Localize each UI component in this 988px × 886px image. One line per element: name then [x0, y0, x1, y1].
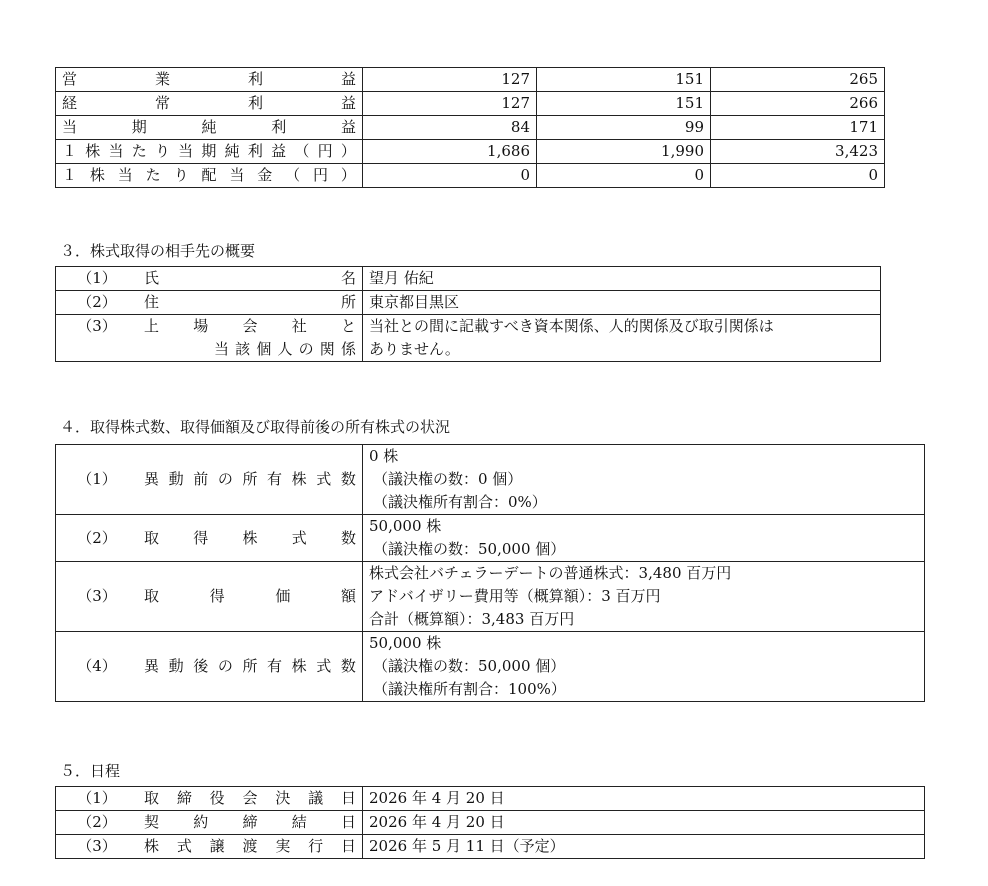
label-char: 当 — [117, 166, 133, 184]
financial-value: 0 — [363, 164, 537, 188]
schedule-row — [56, 811, 925, 835]
counterparty-label-text — [132, 267, 356, 290]
label-char: 役 — [209, 789, 225, 807]
label-char: 得 — [209, 587, 225, 605]
label-char: 取 — [144, 528, 160, 547]
shares-label-text — [132, 655, 356, 678]
label-char: ） — [340, 142, 356, 160]
label-char: 式 — [316, 657, 332, 675]
counterparty-label-line — [144, 338, 356, 361]
row-number: （4） — [77, 657, 117, 675]
row-number: （3） — [77, 587, 117, 605]
label-char: 所 — [242, 657, 258, 675]
label-char: の — [217, 657, 233, 675]
counterparty-row — [56, 267, 881, 291]
counterparty-label — [56, 267, 363, 291]
label-char: 譲 — [209, 837, 225, 855]
shares-value — [363, 562, 925, 632]
label-char: 業 — [154, 70, 170, 88]
label-char: の — [217, 470, 233, 488]
row-number: （1） — [77, 269, 117, 287]
label-char: 異 — [144, 657, 160, 675]
label-char: 益 — [271, 142, 287, 160]
section5-heading: ５．日程 — [60, 762, 121, 780]
label-char: 議 — [308, 789, 324, 807]
row-number: （1） — [77, 789, 117, 807]
counterparty-value — [363, 291, 881, 315]
financial-label — [56, 68, 363, 92]
label-char: １ — [62, 142, 78, 160]
label-char: 当 — [62, 118, 78, 136]
shares-value — [363, 445, 925, 515]
financial-value: 151 — [537, 68, 711, 92]
label-char: 実 — [275, 837, 291, 855]
label-char: 当 — [178, 142, 194, 160]
label-char: 純 — [201, 118, 217, 136]
shares-row — [56, 632, 925, 702]
financial-value: 84 — [363, 116, 537, 140]
label-char: 所 — [340, 293, 356, 311]
label-char: 動 — [168, 657, 184, 675]
shares-table — [55, 444, 925, 702]
value-line: 東京都目黒区 — [369, 293, 460, 311]
financial-value: 151 — [537, 92, 711, 116]
value-line: 0 株 — [369, 447, 399, 465]
label-char: 常 — [154, 94, 170, 112]
schedule-row — [56, 787, 925, 811]
schedule-label — [56, 811, 363, 835]
row-number: （3） — [77, 317, 117, 335]
financial-row — [56, 116, 885, 140]
label-char: 益 — [340, 94, 356, 112]
row-number: （2） — [77, 813, 117, 831]
schedule-date: 2026 年 4 月 20 日 — [363, 787, 925, 811]
schedule-row — [56, 835, 925, 859]
label-char: （ — [294, 142, 310, 160]
label-char: 株 — [85, 142, 101, 160]
shares-row — [56, 515, 925, 562]
counterparty-row — [56, 291, 881, 315]
schedule-label-text — [132, 811, 356, 834]
value-line: （議決権の数：50,000 個） — [373, 657, 566, 675]
label-char: 式 — [291, 528, 307, 547]
label-char: 経 — [62, 94, 78, 112]
value-line: （議決権所有割合：0%） — [373, 493, 547, 511]
label-char: 営 — [62, 70, 78, 88]
counterparty-row — [56, 315, 881, 362]
financial-row — [56, 164, 885, 188]
schedule-label-text — [132, 835, 356, 858]
label-char: 円 — [317, 142, 333, 160]
label-char: 期 — [131, 118, 147, 136]
financial-value: 171 — [711, 116, 885, 140]
value-line: 50,000 株 — [369, 634, 442, 652]
label-char: 結 — [291, 813, 307, 831]
label-char: 社 — [291, 317, 307, 335]
label-char: 有 — [267, 470, 283, 488]
label-char: 日 — [340, 837, 356, 855]
schedule-date: 2026 年 5 月 11 日（予定） — [363, 835, 925, 859]
label-char: 人 — [277, 340, 293, 358]
value-line: （議決権の数：50,000 個） — [373, 540, 566, 558]
label-char: 数 — [340, 470, 356, 488]
shares-label-text — [132, 585, 356, 608]
label-char: 後 — [193, 657, 209, 675]
label-char: 式 — [176, 837, 192, 855]
financial-label-text — [62, 92, 356, 115]
label-char: 会 — [242, 317, 258, 335]
label-char: 取 — [144, 789, 160, 807]
label-char: 関 — [319, 340, 335, 358]
label-char: 円 — [313, 166, 329, 184]
label-char: 利 — [247, 70, 263, 88]
label-char: （ — [285, 166, 301, 184]
shares-label — [56, 445, 363, 515]
label-char: 渡 — [242, 837, 258, 855]
financial-value: 127 — [363, 68, 537, 92]
label-char: 純 — [224, 142, 240, 160]
label-char: 取 — [144, 587, 160, 605]
schedule-label — [56, 787, 363, 811]
shares-value — [363, 632, 925, 702]
label-char: 該 — [235, 340, 251, 358]
value-line: 当社との間に記載すべき資本関係、人的関係及び取引関係は — [369, 317, 774, 335]
shares-row — [56, 445, 925, 515]
label-char: 所 — [242, 470, 258, 488]
label-char: 動 — [168, 470, 184, 488]
financial-value: 0 — [711, 164, 885, 188]
label-char: 期 — [201, 142, 217, 160]
financial-value: 265 — [711, 68, 885, 92]
label-char: 前 — [193, 470, 209, 488]
label-char: 当 — [108, 142, 124, 160]
value-line: ありません。 — [369, 340, 460, 358]
financial-label — [56, 140, 363, 164]
label-char: 利 — [271, 118, 287, 136]
label-char: 決 — [275, 789, 291, 807]
label-char: ） — [340, 166, 356, 184]
schedule-label — [56, 835, 363, 859]
label-char: り — [173, 166, 189, 184]
label-char: 株 — [291, 470, 307, 488]
schedule-table — [55, 786, 925, 859]
counterparty-table — [55, 266, 881, 362]
label-char: 当 — [229, 166, 245, 184]
section4-heading: ４．取得株式数、取得価額及び取得前後の所有株式の状況 — [60, 418, 451, 436]
financials-table — [55, 67, 885, 188]
label-char: 日 — [340, 789, 356, 807]
counterparty-label-text — [132, 291, 356, 314]
label-char: 締 — [176, 789, 192, 807]
financial-label-text — [62, 68, 356, 91]
shares-label-text — [132, 468, 356, 491]
label-char: 当 — [214, 340, 230, 358]
label-char: 有 — [267, 657, 283, 675]
label-char: 配 — [201, 166, 217, 184]
counterparty-label-line — [144, 315, 356, 338]
financial-label-text — [62, 164, 356, 187]
financial-label-text — [62, 116, 356, 139]
label-char: 得 — [193, 528, 209, 547]
label-char: 氏 — [144, 269, 160, 287]
label-char: 数 — [340, 657, 356, 675]
shares-row — [56, 562, 925, 632]
label-char: 式 — [316, 470, 332, 488]
label-char: 場 — [193, 317, 209, 335]
label-char: 金 — [257, 166, 273, 184]
label-char: 住 — [144, 293, 160, 311]
label-char: 株 — [144, 837, 160, 855]
label-char: 名 — [340, 269, 356, 287]
financial-row — [56, 140, 885, 164]
label-char: 約 — [193, 813, 209, 831]
label-char: 日 — [340, 813, 356, 831]
financial-value: 0 — [537, 164, 711, 188]
shares-label — [56, 562, 363, 632]
label-char: 益 — [340, 118, 356, 136]
financial-value: 3,423 — [711, 140, 885, 164]
financial-row — [56, 92, 885, 116]
schedule-label-text — [132, 787, 356, 810]
financial-label-text — [62, 140, 356, 163]
label-char: 額 — [340, 587, 356, 605]
counterparty-label — [56, 315, 363, 362]
schedule-date: 2026 年 4 月 20 日 — [363, 811, 925, 835]
label-char: 利 — [247, 142, 263, 160]
label-char: 数 — [340, 528, 356, 547]
row-number: （2） — [77, 528, 117, 547]
shares-label — [56, 515, 363, 562]
counterparty-value — [363, 267, 881, 291]
label-char: 利 — [247, 94, 263, 112]
label-char: た — [145, 166, 161, 184]
value-line: 株式会社バチェラーデートの普通株式：3,480 百万円 — [369, 564, 732, 582]
label-char: 異 — [144, 470, 160, 488]
financial-value: 127 — [363, 92, 537, 116]
label-char: 係 — [340, 340, 356, 358]
financial-value: 1,990 — [537, 140, 711, 164]
label-char: 契 — [144, 813, 160, 831]
financial-row — [56, 68, 885, 92]
value-line: （議決権所有割合：100%） — [373, 680, 566, 698]
label-char: 会 — [242, 789, 258, 807]
row-number: （2） — [77, 293, 117, 311]
financial-label — [56, 164, 363, 188]
counterparty-label — [56, 291, 363, 315]
label-char: た — [131, 142, 147, 160]
label-char: の — [298, 340, 314, 358]
label-char: 株 — [291, 657, 307, 675]
financial-label — [56, 116, 363, 140]
financial-value: 1,686 — [363, 140, 537, 164]
shares-label-text — [132, 527, 356, 550]
label-char: 行 — [308, 837, 324, 855]
financial-value: 99 — [537, 116, 711, 140]
financial-label — [56, 92, 363, 116]
label-char: 上 — [144, 317, 160, 335]
row-number: （3） — [77, 837, 117, 855]
value-line: 合計（概算額）：3,483 百万円 — [369, 610, 575, 628]
shares-value — [363, 515, 925, 562]
value-line: アドバイザリー費用等（概算額）：3 百万円 — [369, 587, 661, 605]
label-char: 個 — [256, 340, 272, 358]
shares-label — [56, 632, 363, 702]
value-line: （議決権の数：0 個） — [373, 470, 523, 488]
counterparty-value — [363, 315, 881, 362]
value-line: 50,000 株 — [369, 517, 442, 535]
label-char: １ — [62, 166, 78, 184]
row-number: （1） — [77, 470, 117, 488]
value-line: 望月 佑紀 — [369, 269, 434, 287]
label-char: り — [154, 142, 170, 160]
label-char: 締 — [242, 813, 258, 831]
label-char: 株 — [242, 528, 258, 547]
financial-value: 266 — [711, 92, 885, 116]
label-char: 益 — [340, 70, 356, 88]
label-char: と — [340, 317, 356, 335]
label-char: 株 — [89, 166, 105, 184]
label-char: 価 — [275, 587, 291, 605]
section3-heading: ３．株式取得の相手先の概要 — [60, 242, 256, 260]
